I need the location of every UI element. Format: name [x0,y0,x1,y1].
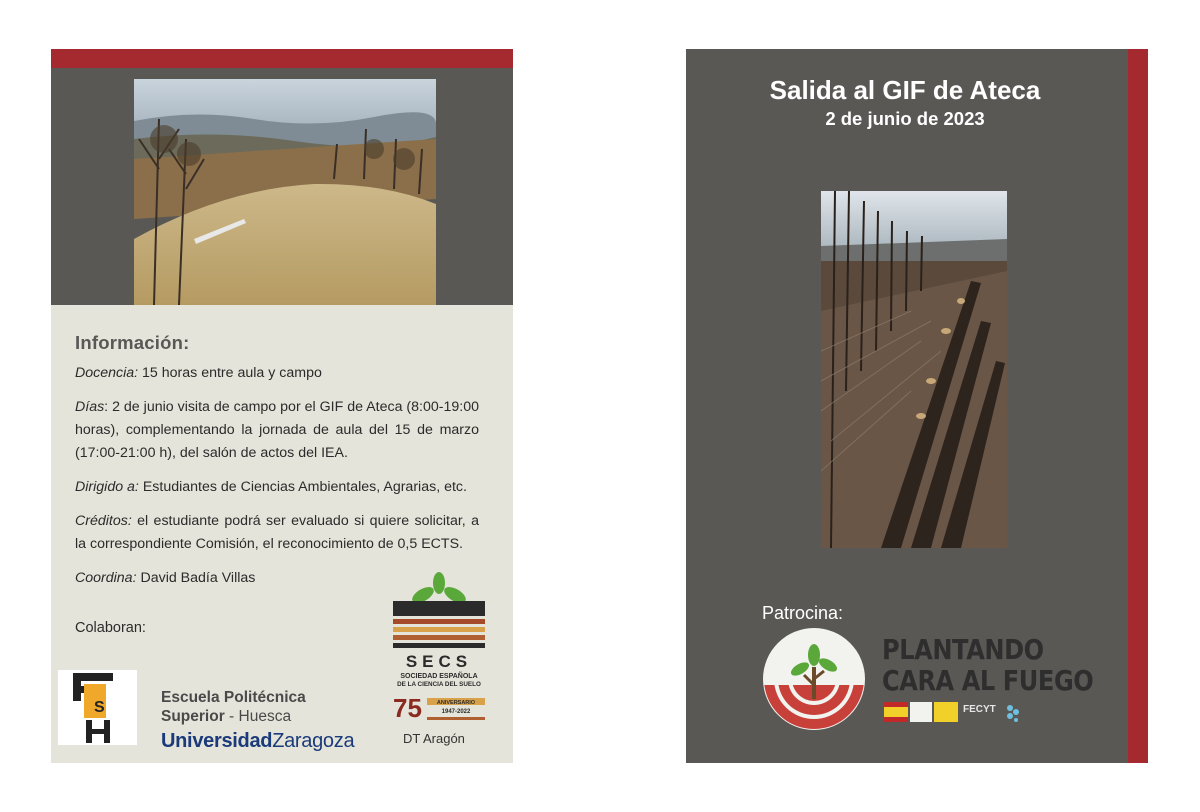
svg-text:S: S [94,699,105,716]
coordina-label: Coordina: [75,570,137,586]
red-top-bar [51,49,513,68]
secs-anniv: ANIVERSARIO [436,700,476,706]
secs-logo [389,571,489,731]
coordina-text: David Badía Villas [136,570,256,586]
secs-range: 1947-2022 [441,709,471,715]
eps-line1: Escuela Politécnica [161,689,306,706]
cover-title: Salida al GIF de Ateca [769,75,1041,105]
cover-title-block [686,73,1124,131]
dirigido-line [75,476,479,499]
dirigido-label: Dirigido a: [75,479,139,495]
creditos-text: el estudiante podrá ser evaluado si quiere solicitar, a la correspondiente Comisión, el reconocimiento de 0,5 ECTS. [75,513,479,552]
creditos-label: Créditos: [75,513,132,529]
cover-panel [686,49,1148,763]
red-side-bar [1128,49,1148,763]
cover-date: 2 de junio de 2023 [825,108,985,129]
dias-label: Días [75,399,105,415]
eps-unizar-wordmark [161,688,354,753]
dirigido-text: Estudiantes de Ciencias Ambientales, Agrarias, etc. [138,479,467,495]
patrocina-label: Patrocina: [762,603,844,623]
secs-years: 75 [393,693,422,723]
info-panel [51,49,513,763]
docencia-line [75,362,479,385]
plantando-cara-logo [762,627,866,731]
eps-line2 [161,707,354,726]
info-heading: Información: [75,332,190,353]
fecyt-label: FECYT [963,704,996,715]
unizar-bold: Universidad [161,730,273,752]
eps-line2-rest: - Huesca [224,708,292,725]
burned-hillside-photo [134,79,436,305]
pcf-line2: CARA AL FUEGO [882,664,1094,697]
secs-acronym: SECS [405,652,473,671]
eps-logo [58,670,137,745]
creditos-line [75,510,479,556]
plantando-cara-wordmark [882,634,1093,696]
secs-name2: DE LA CIENCIA DEL SUELO [397,681,481,688]
colaboran-label: Colaboran: [75,620,146,636]
felled-logs-photo [821,191,1007,548]
docencia-label: Docencia: [75,365,139,381]
secs-name1: SOCIEDAD ESPAÑOLA [400,673,478,680]
unizar-rest: Zaragoza [272,730,355,752]
docencia-text: 15 horas entre aula y campo [138,365,322,381]
pcf-line1: PLANTANDO [882,633,1044,666]
eps-line2-bold: Superior [161,708,225,725]
unizar-name [161,730,354,753]
ministry-logos [884,701,1024,723]
dias-line [75,396,479,465]
dias-text: : 2 de junio visita de campo por el GIF de Ateca (8:00-19:00 horas), complementando la jornada de aula del 15 de marzo (17:00-21:00 h), del salón de actos del IEA. [75,399,479,461]
info-section [75,331,479,601]
dt-aragon-label: DT Aragón [403,731,465,746]
